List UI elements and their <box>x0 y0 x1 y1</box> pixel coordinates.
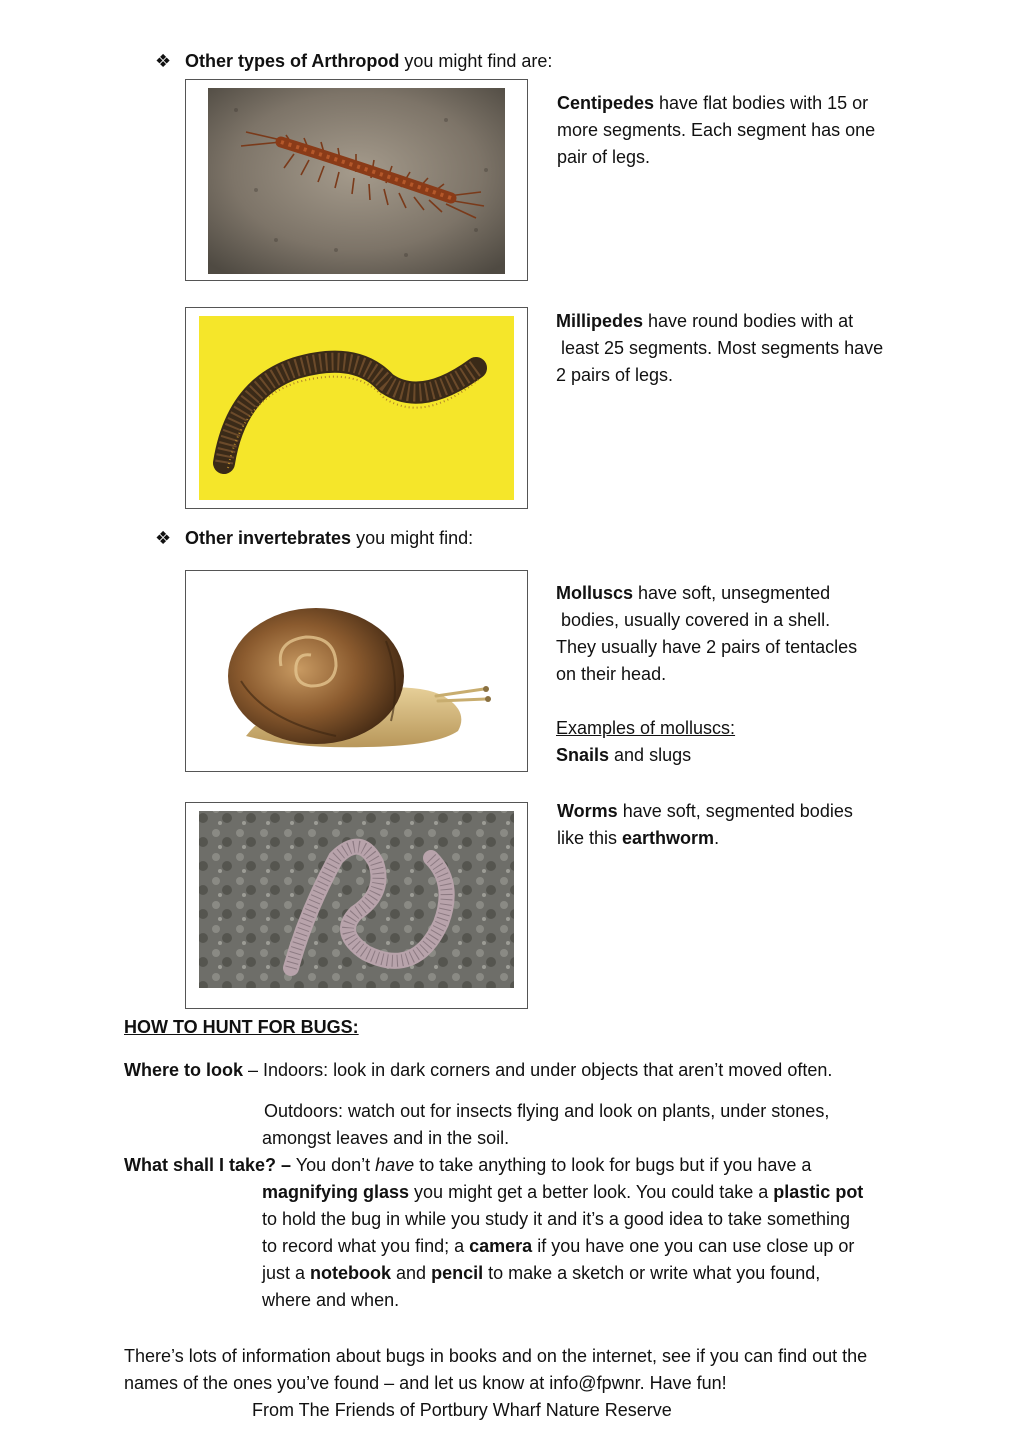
where-to-look: Where to look – Indoors: look in dark corners and under objects that aren’t moved often. <box>124 1060 833 1080</box>
millipede-image <box>186 308 527 508</box>
diamond-bullet-icon: ❖ <box>155 528 172 548</box>
millipedes-description: Millipedes have round bodies with at least 25 segments. Most segments have 2 pairs of legs. <box>556 311 884 385</box>
arthropods-heading: ❖ Other types of Arthropod you might find are: <box>155 51 553 71</box>
earthworm-image <box>186 803 527 1008</box>
earthworm-image-frame <box>185 802 528 1009</box>
worms-description: Worms have soft, segmented bodies like this earthworm. <box>557 801 853 848</box>
what-to-take-text: magnifying glass you might get a better look. You could take a plastic pot to hold the bug in while you study it and it’s a good idea to take something to record what you find; a camera if you have one you can use close up or just a notebook and pencil to make a sketch or write what you found, where and when. <box>262 1182 864 1310</box>
snail-image-frame <box>185 570 528 772</box>
diamond-bullet-icon: ❖ <box>155 51 172 71</box>
invertebrates-heading: ❖ Other invertebrates you might find: <box>155 528 474 548</box>
outdoors-text: Outdoors: watch out for insects flying and look on plants, under stones, amongst leaves and in the soil. <box>262 1101 830 1148</box>
molluscs-examples: Snails and slugs <box>556 745 692 765</box>
snail-image <box>186 571 527 771</box>
centipede-image <box>186 80 527 280</box>
footer-info: There’s lots of information about bugs in books and on the internet, see if you can find out the names of the ones you’ve found – and let us know at info@fpwnr. Have fun! <box>124 1346 868 1393</box>
what-to-take-label: What shall I take? – You don’t have to take anything to look for bugs but if you have a <box>124 1155 812 1175</box>
centipede-image-frame <box>185 79 528 281</box>
centipedes-description: Centipedes have flat bodies with 15 or more segments. Each segment has one pair of legs. <box>557 93 876 167</box>
howto-heading: HOW TO HUNT FOR BUGS: <box>124 1017 359 1037</box>
molluscs-description: Molluscs have soft, unsegmented bodies, usually covered in a shell. They usually have 2 pairs of tentacles on their head. Examples of molluscs: Snails and slugs <box>556 580 956 769</box>
molluscs-examples-label: Examples of molluscs: <box>556 718 736 738</box>
footer-signature: From The Friends of Portbury Wharf Nature Reserve <box>252 1400 672 1420</box>
millipede-image-frame <box>185 307 528 509</box>
